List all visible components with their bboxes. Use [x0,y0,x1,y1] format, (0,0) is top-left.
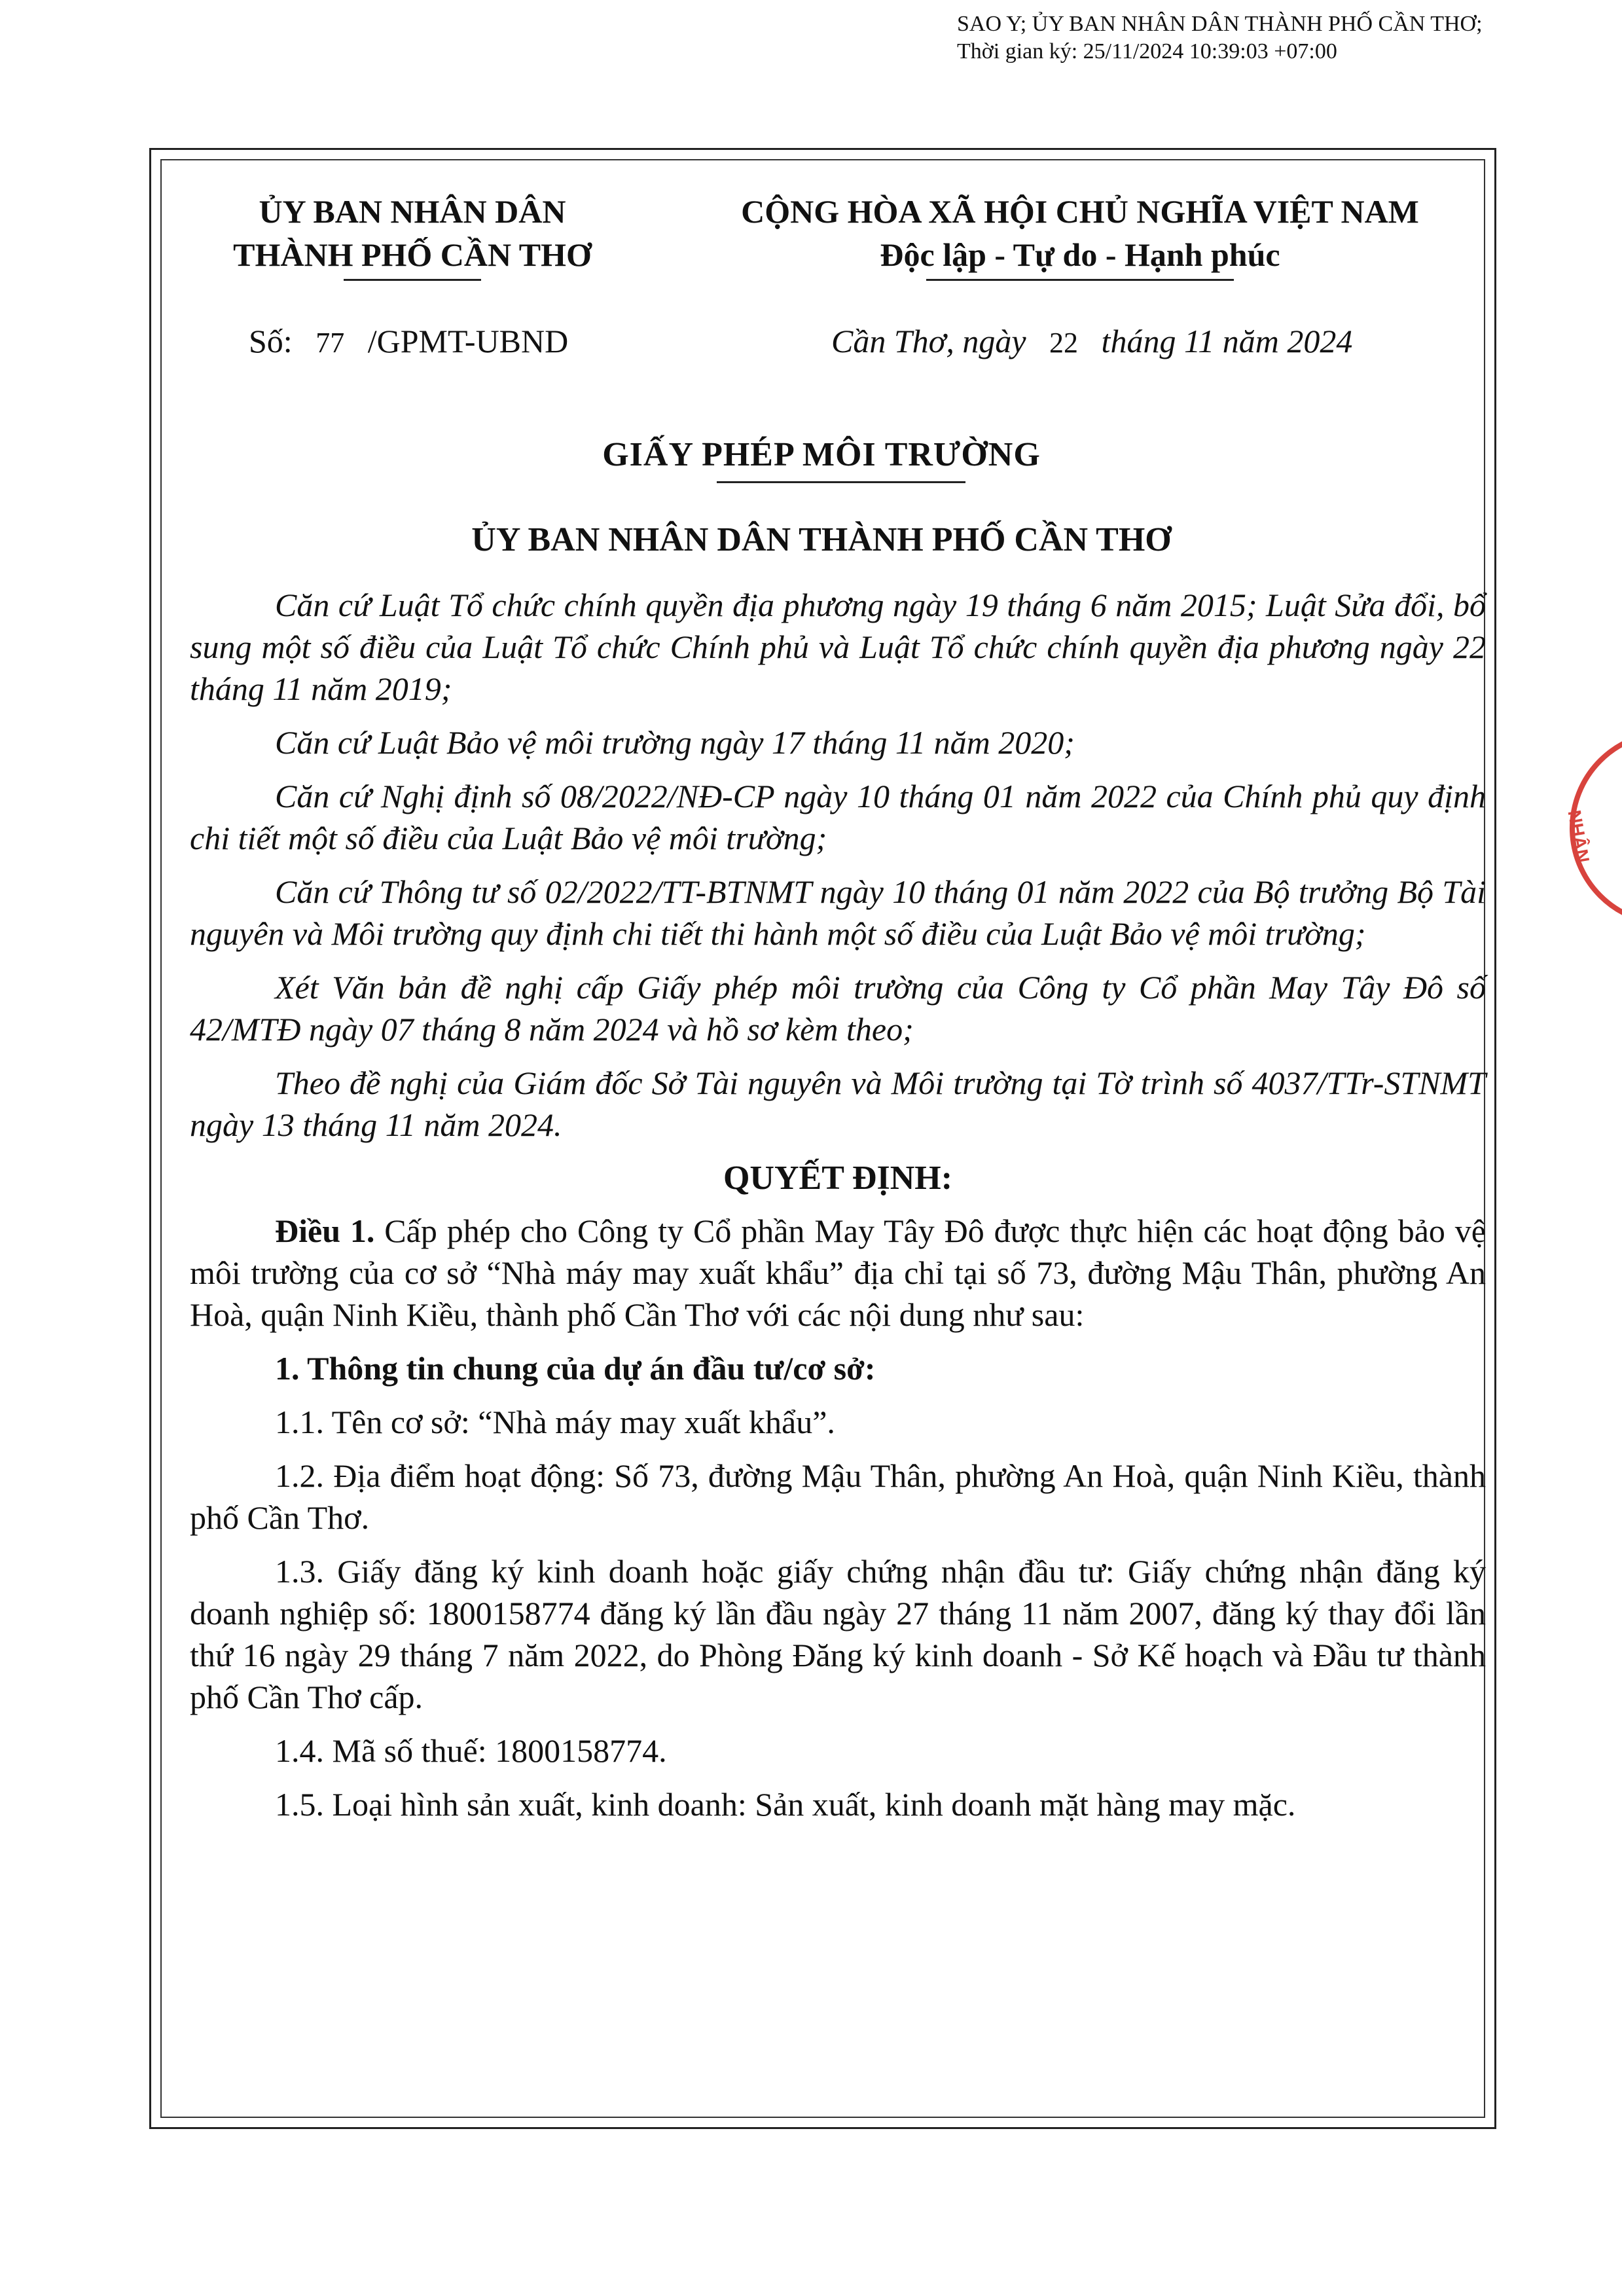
number-suffix: /GPMT-UBND [367,323,569,359]
national-motto [681,190,1479,281]
copy-stamp-line2: Thời gian ký: 25/11/2024 10:39:03 +07:00 [957,39,1337,64]
article-1-label: Điều 1. [275,1212,375,1249]
issuer-heading: ỦY BAN NHÂN DÂN THÀNH PHỐ CẦN THƠ [471,521,1172,558]
decision-heading: QUYẾT ĐỊNH: [723,1159,953,1197]
info-item: 1.2. Địa điểm hoạt động: Số 73, đường Mậu Thân, phường An Hoà, quận Ninh Kiều, thành phố Cần Thơ. [190,1457,1486,1536]
nation-name: CỘNG HÒA XÃ HỘI CHỦ NGHĨA VIỆT NAM [741,193,1419,230]
copy-stamp-line1: SAO Y; ỦY BAN NHÂN DÂN THÀNH PHỐ CẦN THƠ; [957,12,1483,36]
basis-paragraph: Xét Văn bản đề nghị cấp Giấy phép môi trường của Công ty Cổ phần May Tây Đô số 42/MTĐ ngày 07 tháng 8 năm 2024 và hồ sơ kèm theo; [190,969,1486,1048]
section-1-heading: 1. Thông tin chung của dự án đầu tư/cơ sở: [275,1350,876,1387]
article-1-text: Cấp phép cho Công ty Cổ phần May Tây Đô được thực hiện các hoạt động bảo vệ môi trường của cơ sở “Nhà máy may xuất khẩu” địa chỉ tại số 73, đường Mậu Thân, phường An Hoà, quận Ninh Kiều, thành phố Cần Thơ với các nội dung như sau: [190,1212,1486,1333]
basis-paragraph: Căn cứ Luật Bảo vệ môi trường ngày 17 tháng 11 năm 2020; [275,724,1075,761]
date-day: 22 [1049,327,1079,359]
place-date [831,322,1352,360]
seal-text: NHÂN [1564,809,1594,865]
number-value: 77 [315,327,345,359]
copy-signature-stamp [957,10,1612,65]
issuing-authority [216,190,609,281]
document-title: GIẤY PHÉP MÔI TRƯỜNG [602,436,1041,473]
motto-underline [926,279,1234,281]
info-item: 1.5. Loại hình sản xuất, kinh doanh: Sản xuất, kinh doanh mặt hàng may mặc. [275,1786,1296,1823]
info-item: 1.1. Tên cơ sở: “Nhà máy may xuất khẩu”. [275,1404,835,1440]
basis-paragraph: Căn cứ Thông tư số 02/2022/TT-BTNMT ngày 10 tháng 01 năm 2022 của Bộ trưởng Bộ Tài nguyên và Môi trường quy định chi tiết thi hành một số điều của Luật Bảo vệ môi trường; [190,873,1486,952]
info-item: 1.3. Giấy đăng ký kinh doanh hoặc giấy chứng nhận đầu tư: Giấy chứng nhận đăng ký doanh nghiệp số: 1800158774 đăng ký lần đầu ngày 27 tháng 11 năm 2007, đăng ký thay đổi lần thứ 16 ngày 29 tháng 7 năm 2022, do Phòng Đăng ký kinh doanh - Sở Kế hoạch và Đầu tư thành phố Cần Thơ cấp. [190,1553,1486,1715]
article-1 [190,1210,1486,1336]
document-number [249,322,568,360]
place-date-prefix: Cần Thơ, ngày [831,323,1026,359]
motto: Độc lập - Tự do - Hạnh phúc [880,236,1280,273]
date-month-year: tháng 11 năm 2024 [1101,323,1353,359]
number-label: Số: [249,323,293,359]
authority-line2: THÀNH PHỐ CẦN THƠ [233,236,592,273]
authority-line1: ỦY BAN NHÂN DÂN [259,193,566,230]
info-item: 1.4. Mã số thuế: 1800158774. [275,1732,667,1769]
document-meta [170,322,1473,374]
basis-paragraph: Căn cứ Nghị định số 08/2022/NĐ-CP ngày 10 tháng 01 năm 2022 của Chính phủ quy định chi tiết một số điều của Luật Bảo vệ môi trường; [190,778,1486,856]
authority-underline [344,279,481,281]
document-body [190,584,1486,1837]
basis-paragraph: Căn cứ Luật Tổ chức chính quyền địa phương ngày 19 tháng 6 năm 2015; Luật Sửa đổi, bổ sung một số điều của Luật Tổ chức Chính phủ và Luật Tổ chức chính quyền địa phương ngày 22 tháng 11 năm 2019; [190,587,1486,707]
basis-paragraph: Theo đề nghị của Giám đốc Sở Tài nguyên và Môi trường tại Tờ trình số 4037/TTr-STNMT ngày 13 tháng 11 năm 2024. [190,1065,1486,1143]
title-underline [717,481,965,483]
